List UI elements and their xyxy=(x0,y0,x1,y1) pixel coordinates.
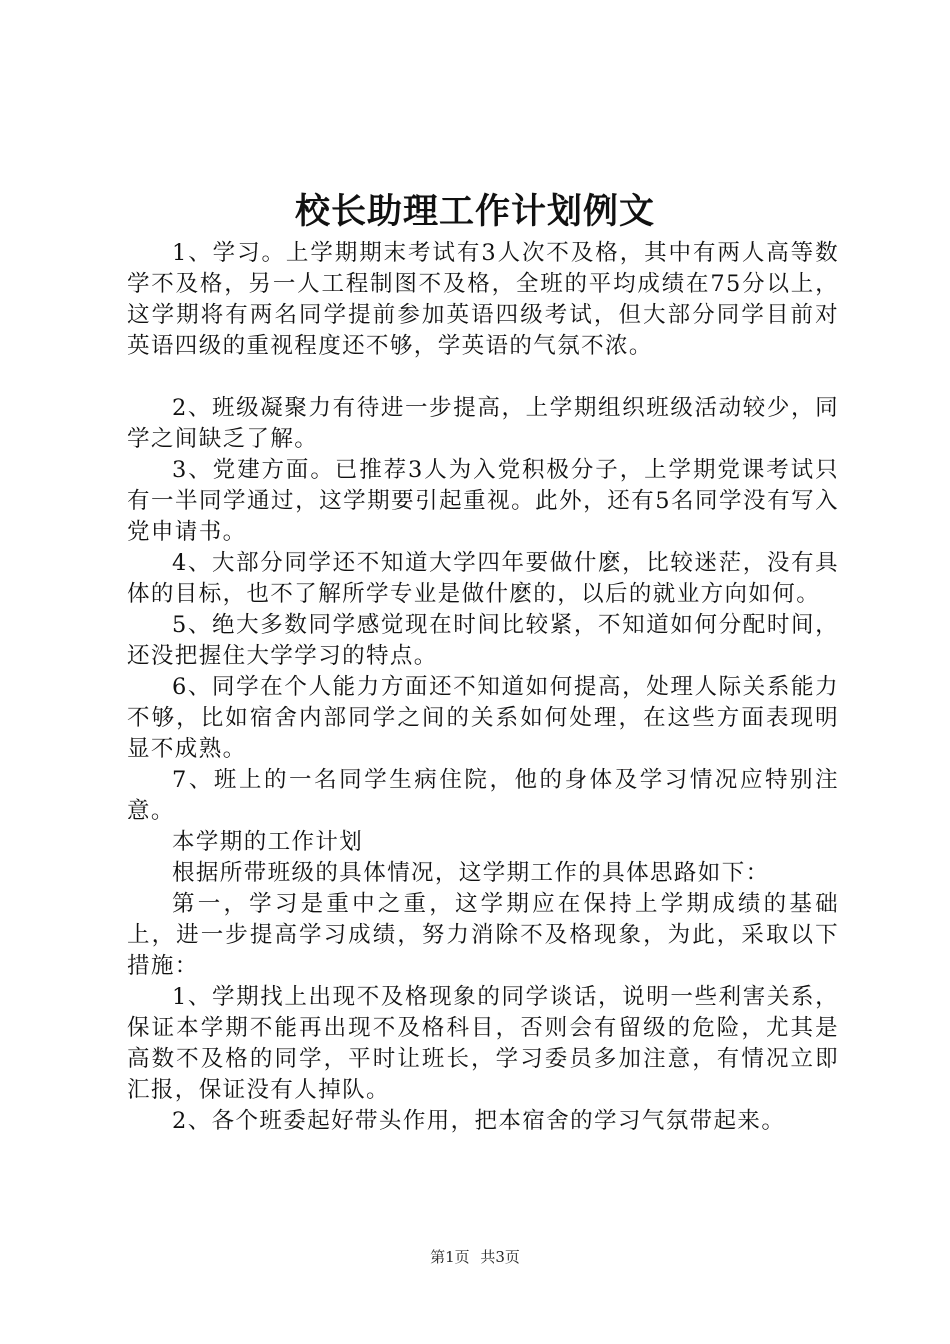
paragraph-intro: 根据所带班级的具体情况，这学期工作的具体思路如下： xyxy=(172,860,770,886)
paragraph-6: 6、同学在个人能力方面还不知道如何提高，处理人际关系能力不够，比如宿舍内部同学之间的关系如何处理，在这些方面表现明显不成熟。 xyxy=(127,674,839,762)
paragraph-5: 5、绝大多数同学感觉现在时间比较紧，不知道如何分配时间，还没把握住大学学习的特点。 xyxy=(127,612,839,669)
document-body xyxy=(127,238,839,1137)
page-footer xyxy=(0,1246,950,1267)
paragraph-4: 4、大部分同学还不知道大学四年要做什麽，比较迷茫，没有具体的目标，也不了解所学专业是做什麽的，以后的就业方向如何。 xyxy=(127,550,839,607)
measure-2: 2、各个班委起好带头作用，把本宿舍的学习气氛带起来。 xyxy=(172,1108,786,1134)
document-title: 校长助理工作计划例文 xyxy=(294,191,655,232)
paragraph-first-point: 第一，学习是重中之重，这学期应在保持上学期成绩的基础上，进一步提高学习成绩，努力消除不及格现象，为此，采取以下措施： xyxy=(127,891,839,979)
paragraph-2: 2、班级凝聚力有待进一步提高，上学期组织班级活动较少，同学之间缺乏了解。 xyxy=(127,395,839,452)
page-number: 第1页 xyxy=(430,1248,470,1266)
paragraph-3: 3、党建方面。已推荐3人为入党积极分子，上学期党课考试只有一半同学通过，这学期要引起重视。此外，还有5名同学没有写入党申请书。 xyxy=(127,457,839,545)
paragraph-7: 7、班上的一名同学生病住院，他的身体及学习情况应特别注意。 xyxy=(127,767,839,824)
page-total: 共3页 xyxy=(480,1248,520,1266)
section-heading: 本学期的工作计划 xyxy=(172,829,364,855)
measure-1: 1、学期找上出现不及格现象的同学谈话，说明一些利害关系，保证本学期不能再出现不及格科目，否则会有留级的危险，尤其是高数不及格的同学，平时让班长，学习委员多加注意，有情况立即汇报，保证没有人掉队。 xyxy=(127,984,839,1103)
paragraph-1: 1、学习。上学期期末考试有3人次不及格，其中有两人高等数学不及格，另一人工程制图不及格，全班的平均成绩在75分以上，这学期将有两名同学提前参加英语四级考试，但大部分同学目前对英语四级的重视程度还不够，学英语的气氛不浓。 xyxy=(127,240,839,359)
